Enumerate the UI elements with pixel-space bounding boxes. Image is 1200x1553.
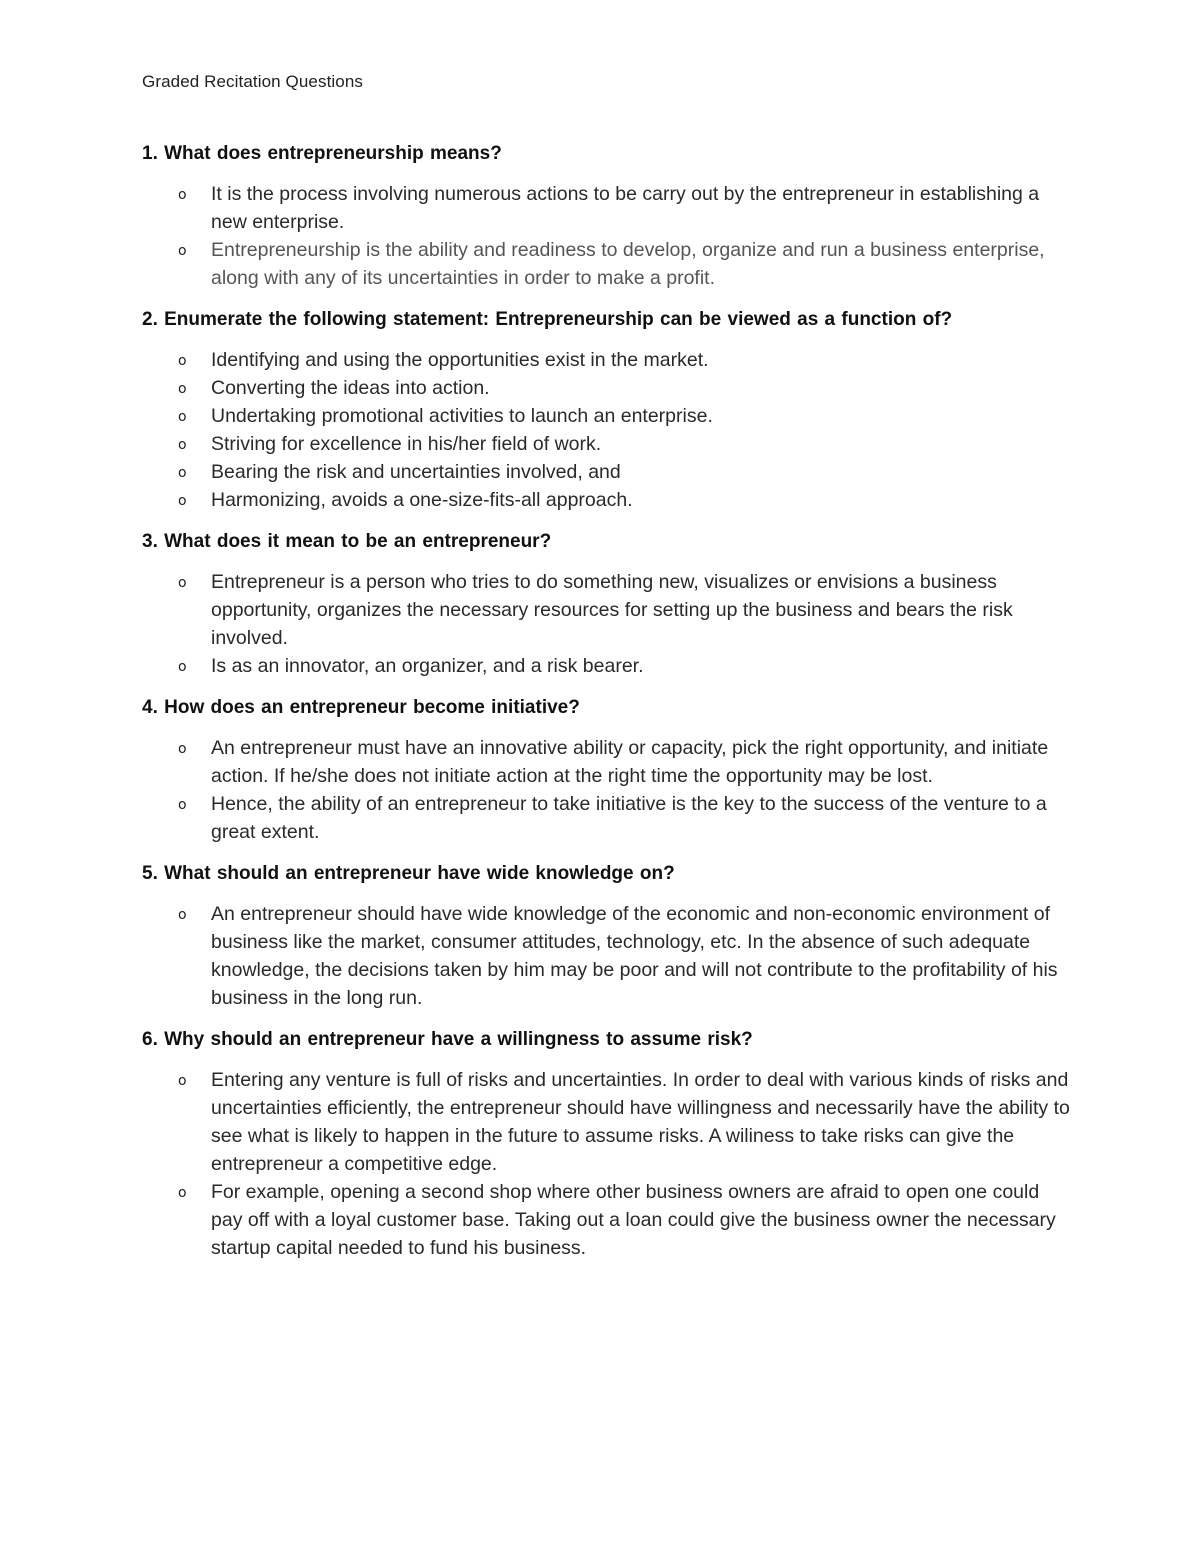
answer-text: Identifying and using the opportunities exist in the market.	[211, 349, 709, 371]
answer-item	[142, 652, 1072, 680]
answer-text: For example, opening a second shop where other business owners are afraid to open one could pay off with a loyal customer base. Taking out a loan could give the business owner the necessary startup capital needed to fund his business.	[211, 1181, 1056, 1259]
answer-text: It is the process involving numerous actions to be carry out by the entrepreneur in establishing a new enterprise.	[211, 183, 1040, 233]
answer-item	[142, 734, 1072, 790]
question-heading: 6. Why should an entrepreneur have a willingness to assume risk?	[142, 1029, 753, 1050]
answer-item	[142, 900, 1072, 1012]
answer-item	[142, 1066, 1072, 1178]
bullet-icon: o	[178, 797, 187, 813]
answer-list	[142, 568, 1072, 680]
answer-item	[142, 180, 1072, 236]
question-heading: 3. What does it mean to be an entrepreneur?	[142, 531, 552, 552]
answer-list	[142, 900, 1072, 1012]
bullet-icon: o	[178, 437, 187, 453]
answer-text: Striving for excellence in his/her field of work.	[211, 433, 602, 455]
bullet-icon: o	[178, 243, 187, 259]
answer-item	[142, 1178, 1072, 1262]
answer-item	[142, 486, 1072, 514]
bullet-icon: o	[178, 575, 187, 591]
answer-text: Undertaking promotional activities to launch an enterprise.	[211, 405, 713, 427]
answer-text: Is as an innovator, an organizer, and a risk bearer.	[211, 655, 644, 677]
question-heading: 1. What does entrepreneurship means?	[142, 143, 502, 164]
answer-text: Hence, the ability of an entrepreneur to take initiative is the key to the success of the venture to a great extent.	[211, 793, 1047, 843]
bullet-icon: o	[178, 1073, 187, 1089]
answer-text: Entrepreneur is a person who tries to do something new, visualizes or envisions a business opportunity, organizes the necessary resources for setting up the business and bears the risk involved.	[211, 571, 1013, 649]
question-5	[142, 860, 1072, 1012]
bullet-icon: o	[178, 381, 187, 397]
answer-item	[142, 430, 1072, 458]
bullet-icon: o	[178, 659, 187, 675]
answer-text: Entrepreneurship is the ability and readiness to develop, organize and run a business enterprise, along with any of its uncertainties in order to make a profit.	[211, 239, 1045, 289]
answer-text: An entrepreneur should have wide knowledge of the economic and non-economic environment of business like the market, consumer attitudes, technology, etc. In the absence of such adequate knowledge, the decisions taken by him may be poor and will not contribute to the profitability of his business in the long run.	[211, 903, 1058, 1009]
answer-text: Entering any venture is full of risks and uncertainties. In order to deal with various kinds of risks and uncertainties efficiently, the entrepreneur should have willingness and necessarily have the ability to see what is likely to happen in the future to assume risks. A wiliness to take risks can give the entrepreneur a competitive edge.	[211, 1069, 1070, 1175]
answer-item	[142, 236, 1072, 292]
answer-item	[142, 568, 1072, 652]
bullet-icon: o	[178, 353, 187, 369]
answer-list	[142, 734, 1072, 846]
answer-text: An entrepreneur must have an innovative ability or capacity, pick the right opportunity, and initiate action. If he/she does not initiate action at the right time the opportunity may be lost.	[211, 737, 1049, 787]
question-heading: 4. How does an entrepreneur become initiative?	[142, 697, 580, 718]
answer-list	[142, 180, 1072, 292]
question-3	[142, 528, 1072, 680]
answer-item	[142, 346, 1072, 374]
answer-item	[142, 790, 1072, 846]
question-1	[142, 140, 1072, 292]
question-heading: 5. What should an entrepreneur have wide knowledge on?	[142, 863, 675, 884]
document-title: Graded Recitation Questions	[142, 72, 363, 91]
answer-item	[142, 458, 1072, 486]
questions-section	[142, 140, 1072, 1276]
answer-list	[142, 1066, 1072, 1262]
bullet-icon: o	[178, 409, 187, 425]
bullet-icon: o	[178, 1185, 187, 1201]
question-4	[142, 694, 1072, 846]
answer-text: Bearing the risk and uncertainties involved, and	[211, 461, 621, 483]
answer-text: Converting the ideas into action.	[211, 377, 490, 399]
bullet-icon: o	[178, 187, 187, 203]
question-heading: 2. Enumerate the following statement: Entrepreneurship can be viewed as a function of?	[142, 309, 953, 330]
answer-item	[142, 402, 1072, 430]
bullet-icon: o	[178, 907, 187, 923]
question-6	[142, 1026, 1072, 1262]
question-2	[142, 306, 1072, 514]
answer-item	[142, 374, 1072, 402]
answer-text: Harmonizing, avoids a one-size-fits-all approach.	[211, 489, 633, 511]
bullet-icon: o	[178, 493, 187, 509]
answer-list	[142, 346, 1072, 514]
bullet-icon: o	[178, 465, 187, 481]
bullet-icon: o	[178, 741, 187, 757]
